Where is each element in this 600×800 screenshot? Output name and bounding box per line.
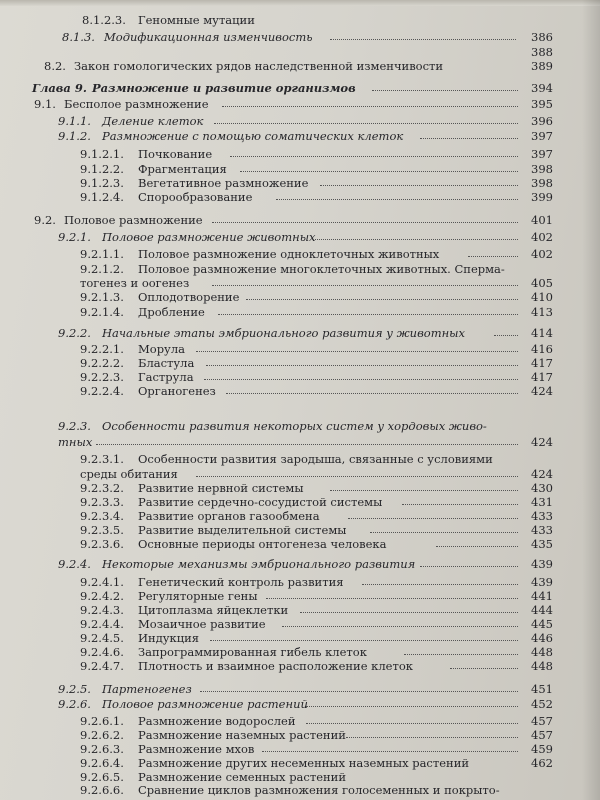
dot-leader <box>370 532 518 533</box>
toc-entry-title: Размножение семенных растений <box>138 770 347 784</box>
dot-leader <box>212 222 518 223</box>
dot-leader <box>402 504 518 505</box>
toc-entry-page: 459 <box>531 742 553 756</box>
dot-leader <box>262 751 518 752</box>
toc-entry-title: Геномные мутации <box>138 13 255 27</box>
toc-entry-title: Половое размножение <box>64 213 203 227</box>
toc-entry-title: Модификационная изменчивость <box>104 30 313 44</box>
toc-entry-page: 410 <box>531 290 553 304</box>
toc-entry-page: 417 <box>531 370 553 384</box>
toc-entry-number: 9.2.2.2. <box>80 356 124 370</box>
toc-entry-title: Дробление <box>138 305 205 319</box>
toc-entry-title: Сравнение циклов размножения голосеменных и покрыто- <box>138 783 500 797</box>
toc-entry-title: Половое размножение одноклеточных животных <box>138 247 440 261</box>
toc-entry-title: Особенности развития зародыша, связанные с условиями <box>138 452 493 466</box>
toc-entry-title: Размножение мхов <box>138 742 255 756</box>
toc-entry-page: 444 <box>531 603 553 617</box>
toc-entry-number: 8.2. <box>44 59 66 73</box>
toc-entry-number: 9.2.6.5. <box>80 770 124 784</box>
toc-entry-title: Деление клеток <box>102 114 204 128</box>
toc-entry-number: 9.2.6.2. <box>80 728 124 742</box>
toc-entry-title: Закон гомологических рядов наследственной изменчивости <box>74 59 444 73</box>
toc-entry-page: 451 <box>531 682 553 696</box>
toc-entry-page: 389 <box>531 59 553 73</box>
toc-entry-title: Почкование <box>138 147 213 161</box>
toc-entry-title: среды обитания <box>80 467 178 481</box>
toc-entry-title: Развитие органов газообмена <box>138 509 320 523</box>
toc-entry-number: 9.2.3.3. <box>80 495 124 509</box>
dot-leader <box>96 444 518 445</box>
page-shadow <box>582 0 600 800</box>
toc-entry-number: 9.2.6. <box>58 697 91 711</box>
toc-entry-title: Размножение наземных растений <box>138 728 346 742</box>
toc-entry-page: 399 <box>531 190 553 204</box>
toc-entry-page: 417 <box>531 356 553 370</box>
toc-entry-title: Особенности развития некоторых систем у хордовых живо- <box>102 419 487 433</box>
toc-entry-page: 462 <box>531 756 553 770</box>
dot-leader <box>372 90 518 91</box>
toc-entry-number: 9.1.1. <box>58 114 91 128</box>
toc-entry-page: 416 <box>531 342 553 356</box>
dot-leader <box>420 138 518 139</box>
toc-entry-title: тных <box>58 435 93 449</box>
toc-entry-page: 388 <box>531 45 553 59</box>
toc-entry-title: Вегетативное размножение <box>138 176 309 190</box>
toc-entry-number: 9.2.2.1. <box>80 342 124 356</box>
toc-entry-page: 397 <box>531 147 553 161</box>
toc-entry-page: 433 <box>531 509 553 523</box>
toc-entry-title: Бесполое размножение <box>64 97 209 111</box>
toc-entry-number: 9.2.6.6. <box>80 783 124 797</box>
dot-leader <box>420 566 518 567</box>
toc-entry-page: 433 <box>531 523 553 537</box>
dot-leader <box>348 518 518 519</box>
toc-entry-page: 445 <box>531 617 553 631</box>
toc-entry-title: Индукция <box>138 631 200 645</box>
toc-entry-title: Размножение водорослей <box>138 714 296 728</box>
dot-leader <box>436 546 518 547</box>
dot-leader <box>200 691 518 692</box>
toc-entry-page: 424 <box>531 384 553 398</box>
toc-entry-number: 9.2.6.1. <box>80 714 124 728</box>
toc-entry-page: 424 <box>531 467 553 481</box>
toc-entry-title: Плотность и взаимное расположение клеток <box>138 659 413 673</box>
dot-leader <box>246 299 518 300</box>
toc-entry-page: 414 <box>531 326 553 340</box>
dot-leader <box>450 668 518 669</box>
toc-entry-number: 9.2.2.4. <box>80 384 124 398</box>
toc-entry-page: 448 <box>531 659 553 673</box>
toc-entry-page: 402 <box>531 230 553 244</box>
toc-entry-page: 439 <box>531 557 553 571</box>
toc-entry-title: Морула <box>138 342 185 356</box>
toc-entry-number: 9.2.4.7. <box>80 659 124 673</box>
dot-leader <box>226 393 518 394</box>
toc-entry-page: 394 <box>531 81 553 95</box>
chapter-number: Глава 9. <box>32 81 87 95</box>
dot-leader <box>404 654 518 655</box>
toc-entry-number: 9.1.2.1. <box>80 147 124 161</box>
toc-entry-title: Гаструла <box>138 370 194 384</box>
dot-leader <box>214 123 518 124</box>
toc-entry-number: 9.2.3.4. <box>80 509 124 523</box>
dot-leader <box>346 737 518 738</box>
toc-entry-page: 395 <box>531 97 553 111</box>
toc-entry-title: Бластула <box>138 356 195 370</box>
toc-entry-number: 9.2.6.3. <box>80 742 124 756</box>
dot-leader <box>266 598 518 599</box>
dot-leader <box>300 612 518 613</box>
toc-entry-number: 9.1.2.2. <box>80 162 124 176</box>
toc-entry-page: 402 <box>531 247 553 261</box>
toc-entry-page: 448 <box>531 645 553 659</box>
dot-leader <box>210 640 518 641</box>
dot-leader <box>494 335 518 336</box>
toc-entry-title: Развитие нервной системы <box>138 481 304 495</box>
toc-entry-title: Спорообразование <box>138 190 253 204</box>
toc-entry-number: 9.2.4. <box>58 557 91 571</box>
toc-entry-page: 446 <box>531 631 553 645</box>
toc-entry-number: 9.2.3.5. <box>80 523 124 537</box>
toc-entry-title: Размножение других несеменных наземных растений <box>138 756 470 770</box>
toc-entry-title: Мозаичное развитие <box>138 617 266 631</box>
toc-entry-page: 398 <box>531 176 553 190</box>
toc-entry-page: 405 <box>531 276 553 290</box>
toc-entry-number: 9.2.3.6. <box>80 537 124 551</box>
toc-entry-page: 386 <box>531 30 553 44</box>
toc-entry-title: Цитоплазма яйцеклетки <box>138 603 289 617</box>
toc-entry-title: Основные периоды онтогенеза человека <box>138 537 387 551</box>
toc-entry-number: 9.2. <box>34 213 56 227</box>
toc-entry-page: 401 <box>531 213 553 227</box>
toc-entry-number: 9.2.3. <box>58 419 91 433</box>
toc-entry-number: 9.2.2.3. <box>80 370 124 384</box>
toc-entry-title: тогенез и оогенез <box>80 276 190 290</box>
toc-entry-number: 9.2.1. <box>58 230 91 244</box>
toc-entry-number: 9.2.3.1. <box>80 452 124 466</box>
toc-entry-title: Запрограммированная гибель клеток <box>138 645 367 659</box>
toc-entry-page: 435 <box>531 537 553 551</box>
toc-entry-number: 9.1. <box>34 97 56 111</box>
toc-entry-title: Развитие выделительной системы <box>138 523 347 537</box>
chapter-title: Размножение и развитие организмов <box>92 81 356 95</box>
dot-leader <box>306 706 518 707</box>
toc-entry-page: 441 <box>531 589 553 603</box>
toc-entry-title: Развитие сердечно-сосудистой системы <box>138 495 383 509</box>
toc-entry-number: 9.1.2.4. <box>80 190 124 204</box>
toc-entry-title: Оплодотворение <box>138 290 240 304</box>
dot-leader <box>320 185 518 186</box>
dot-leader <box>468 256 518 257</box>
toc-entry-title: Размножение с помощью соматических клеток <box>102 129 404 143</box>
toc-entry-page: 397 <box>531 129 553 143</box>
dot-leader <box>312 239 518 240</box>
dot-leader <box>218 314 518 315</box>
dot-leader <box>306 723 518 724</box>
toc-entry-page: 457 <box>531 714 553 728</box>
toc-entry-number: 9.1.2.3. <box>80 176 124 190</box>
toc-entry-number: 9.2.4.6. <box>80 645 124 659</box>
dot-leader <box>230 156 518 157</box>
toc-entry-title: Половое размножение животных <box>102 230 316 244</box>
toc-entry-page: 396 <box>531 114 553 128</box>
dot-leader <box>212 285 518 286</box>
toc-entry-number: 9.2.4.2. <box>80 589 124 603</box>
toc-entry-number: 9.1.2. <box>58 129 91 143</box>
dot-leader <box>196 476 518 477</box>
toc-entry-page: 424 <box>531 435 553 449</box>
toc-entry-title: Половое размножение многоклеточных животных. Сперма- <box>138 262 505 276</box>
toc-entry-number: 9.2.5. <box>58 682 91 696</box>
dot-leader <box>240 171 518 172</box>
toc-entry-page: 439 <box>531 575 553 589</box>
dot-leader <box>206 365 518 366</box>
toc-entry-page: 457 <box>531 728 553 742</box>
dot-leader <box>330 39 516 40</box>
toc-entry-page: 398 <box>531 162 553 176</box>
toc-entry-title: Половое размножение растений <box>102 697 308 711</box>
toc-entry-page: 430 <box>531 481 553 495</box>
toc-entry-title: Фрагментация <box>138 162 227 176</box>
toc-entry-number: 9.2.4.3. <box>80 603 124 617</box>
toc-entry-number: 8.1.3. <box>62 30 95 44</box>
dot-leader <box>196 351 518 352</box>
toc-entry-number: 9.2.6.4. <box>80 756 124 770</box>
toc-entry-title: Некоторые механизмы эмбрионального развития <box>102 557 416 571</box>
toc-entry-page: 413 <box>531 305 553 319</box>
toc-entry-title: Генетический контроль развития <box>138 575 344 589</box>
toc-entry-number: 9.2.4.1. <box>80 575 124 589</box>
dot-leader <box>204 379 518 380</box>
toc-entry-number: 9.2.4.5. <box>80 631 124 645</box>
dot-leader <box>362 584 518 585</box>
toc-entry-page: 452 <box>531 697 553 711</box>
dot-leader <box>330 490 518 491</box>
toc-entry-number: 9.2.1.2. <box>80 262 124 276</box>
toc-entry-number: 9.2.1.4. <box>80 305 124 319</box>
toc-entry-title: Партеногенез <box>102 682 192 696</box>
toc-entry-number: 9.2.3.2. <box>80 481 124 495</box>
dot-leader <box>276 199 518 200</box>
toc-entry-number: 9.2.2. <box>58 326 91 340</box>
toc-entry-page: 431 <box>531 495 553 509</box>
toc-entry-title: Органогенез <box>138 384 216 398</box>
toc-entry-title: Начальные этапы эмбрионального развития у животных <box>102 326 466 340</box>
toc-entry-number: 9.2.1.1. <box>80 247 124 261</box>
toc-entry-number: 8.1.2.3. <box>82 13 126 27</box>
toc-entry-number: 9.2.4.4. <box>80 617 124 631</box>
dot-leader <box>282 626 518 627</box>
toc-entry-title: Регуляторные гены <box>138 589 258 603</box>
toc-entry-number: 9.2.1.3. <box>80 290 124 304</box>
dot-leader <box>222 106 518 107</box>
